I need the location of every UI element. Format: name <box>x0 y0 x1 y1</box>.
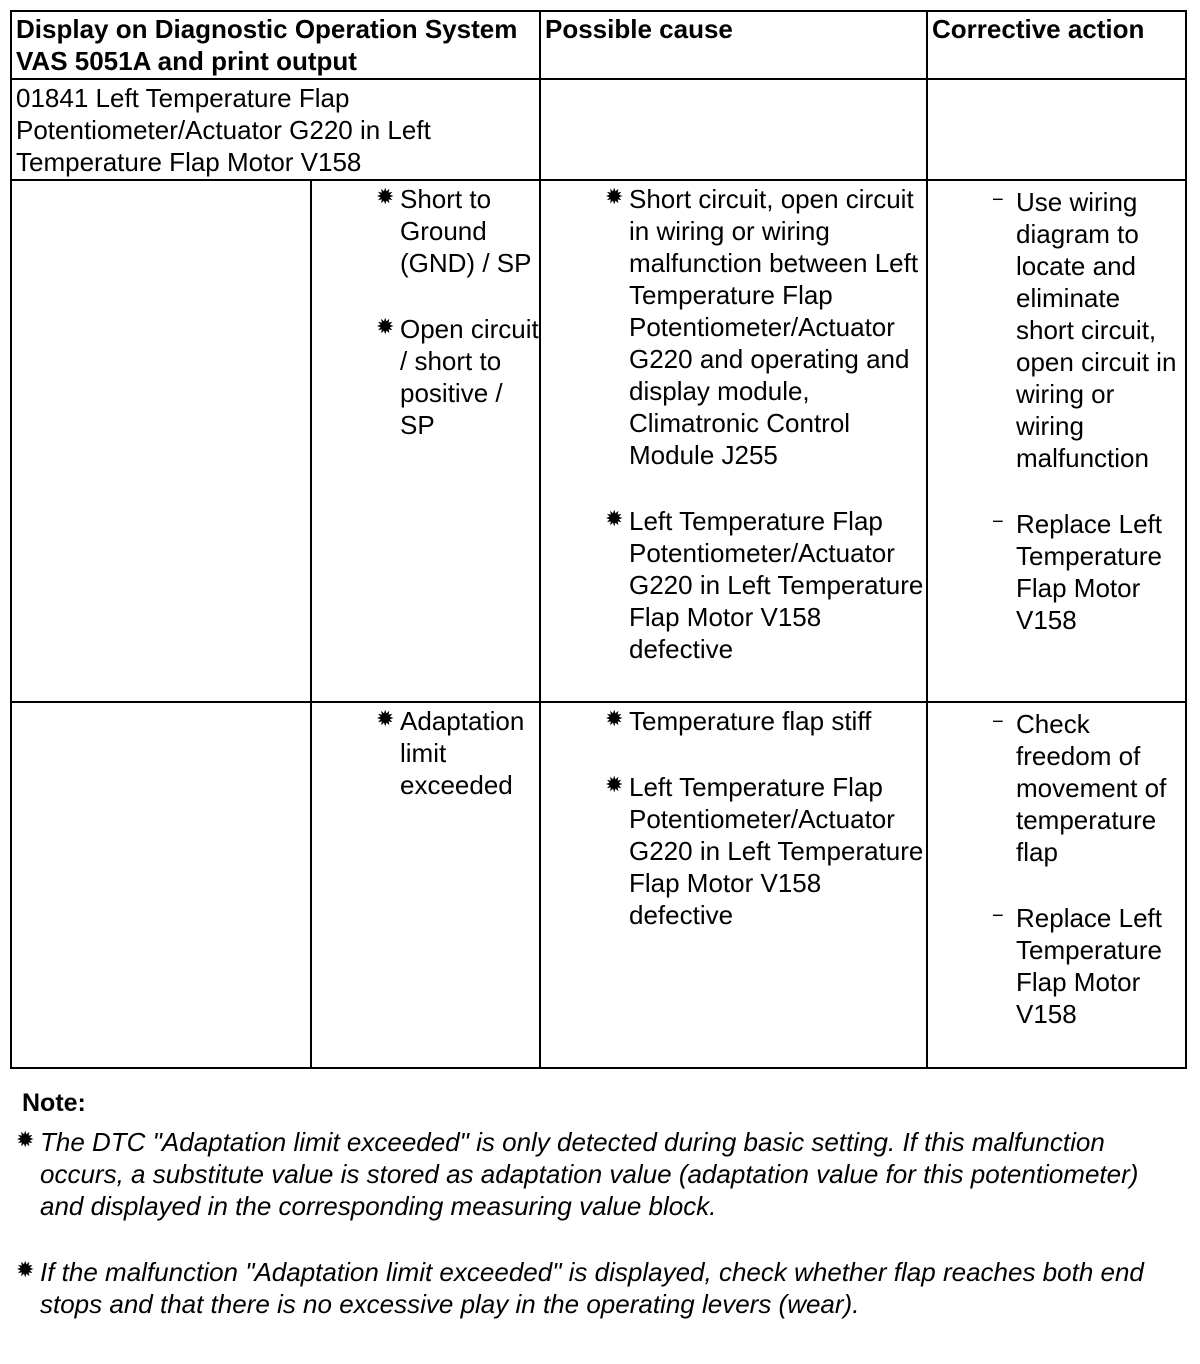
empty-cell <box>11 180 311 702</box>
note-item <box>16 1126 1180 1222</box>
condition-cell <box>311 180 540 702</box>
list-item <box>376 313 539 441</box>
note-list <box>16 1126 1180 1320</box>
action-text: Replace Left Temperature Flap Motor V158 <box>1016 903 1162 1029</box>
sparkle-bullet-icon: ✹ <box>605 184 624 209</box>
sparkle-bullet-icon: ✹ <box>605 706 624 731</box>
cause-text: Left Temperature Flap Potentiometer/Actuator G220 in Left Temperature Flap Motor V158 defective <box>629 772 924 930</box>
list-item <box>605 505 926 665</box>
action-cell <box>927 702 1186 1068</box>
sparkle-bullet-icon: ✹ <box>376 706 395 731</box>
condition-text: Open circuit / short to positive / SP <box>400 314 539 440</box>
sparkle-bullet-icon: ✹ <box>605 772 624 797</box>
dash-bullet-icon: − <box>992 189 1004 211</box>
table-row <box>11 180 1186 702</box>
empty-cell <box>540 79 927 180</box>
note-item <box>16 1256 1180 1320</box>
header-display-output: Display on Diagnostic Operation System VAS 5051A and print output <box>11 11 540 79</box>
list-item <box>605 705 926 737</box>
dash-bullet-icon: − <box>992 511 1004 533</box>
cause-text: Temperature flap stiff <box>629 706 872 736</box>
action-text: Replace Left Temperature Flap Motor V158 <box>1016 509 1162 635</box>
action-cell <box>927 180 1186 702</box>
condition-cell <box>311 702 540 1068</box>
cause-cell <box>540 180 927 702</box>
empty-cell <box>11 702 311 1068</box>
list-item <box>605 183 926 471</box>
sparkle-bullet-icon: ✹ <box>16 1257 35 1282</box>
sparkle-bullet-icon: ✹ <box>605 506 624 531</box>
table-header-row <box>11 11 1186 79</box>
condition-text: Short to Ground (GND) / SP <box>400 184 532 278</box>
sparkle-bullet-icon: ✹ <box>376 314 395 339</box>
header-corrective-action: Corrective action <box>927 11 1186 79</box>
list-item <box>992 186 1185 474</box>
table-row <box>11 702 1186 1068</box>
note-text: The DTC "Adaptation limit exceeded" is only detected during basic setting. If this malfunction occurs, a substitute value is stored as adaptation value (adaptation value for this potentiometer) and displayed in the corresponding measuring value block. <box>40 1127 1139 1221</box>
action-text: Use wiring diagram to locate and eliminate short circuit, open circuit in wiring or wiring malfunction <box>1016 187 1177 473</box>
fault-code-text: 01841 Left Temperature Flap Potentiometer/Actuator G220 in Left Temperature Flap Motor V158 <box>11 79 540 180</box>
list-item <box>376 183 539 279</box>
list-item <box>992 902 1185 1030</box>
action-text: Check freedom of movement of temperature flap <box>1016 709 1167 867</box>
dash-bullet-icon: − <box>992 711 1004 733</box>
diagnostic-table <box>10 10 1187 1069</box>
list-item <box>992 708 1185 868</box>
list-item <box>605 771 926 931</box>
list-item <box>992 508 1185 636</box>
dash-bullet-icon: − <box>992 905 1004 927</box>
note-text: If the malfunction "Adaptation limit exceeded" is displayed, check whether flap reaches both end stops and that there is no excessive play in the operating levers (wear). <box>40 1257 1144 1319</box>
sparkle-bullet-icon: ✹ <box>376 184 395 209</box>
note-title: Note: <box>22 1089 86 1117</box>
cause-cell <box>540 702 927 1068</box>
list-item <box>376 705 539 801</box>
header-possible-cause: Possible cause <box>540 11 927 79</box>
condition-text: Adaptation limit exceeded <box>400 706 525 800</box>
cause-text: Short circuit, open circuit in wiring or wiring malfunction between Left Temperature Flap Potentiometer/Actuator G220 and operating and display module, Climatronic Control Module J255 <box>629 184 919 470</box>
fault-code-row <box>11 79 1186 180</box>
sparkle-bullet-icon: ✹ <box>16 1127 35 1152</box>
empty-cell <box>927 79 1186 180</box>
cause-text: Left Temperature Flap Potentiometer/Actuator G220 in Left Temperature Flap Motor V158 defective <box>629 506 924 664</box>
